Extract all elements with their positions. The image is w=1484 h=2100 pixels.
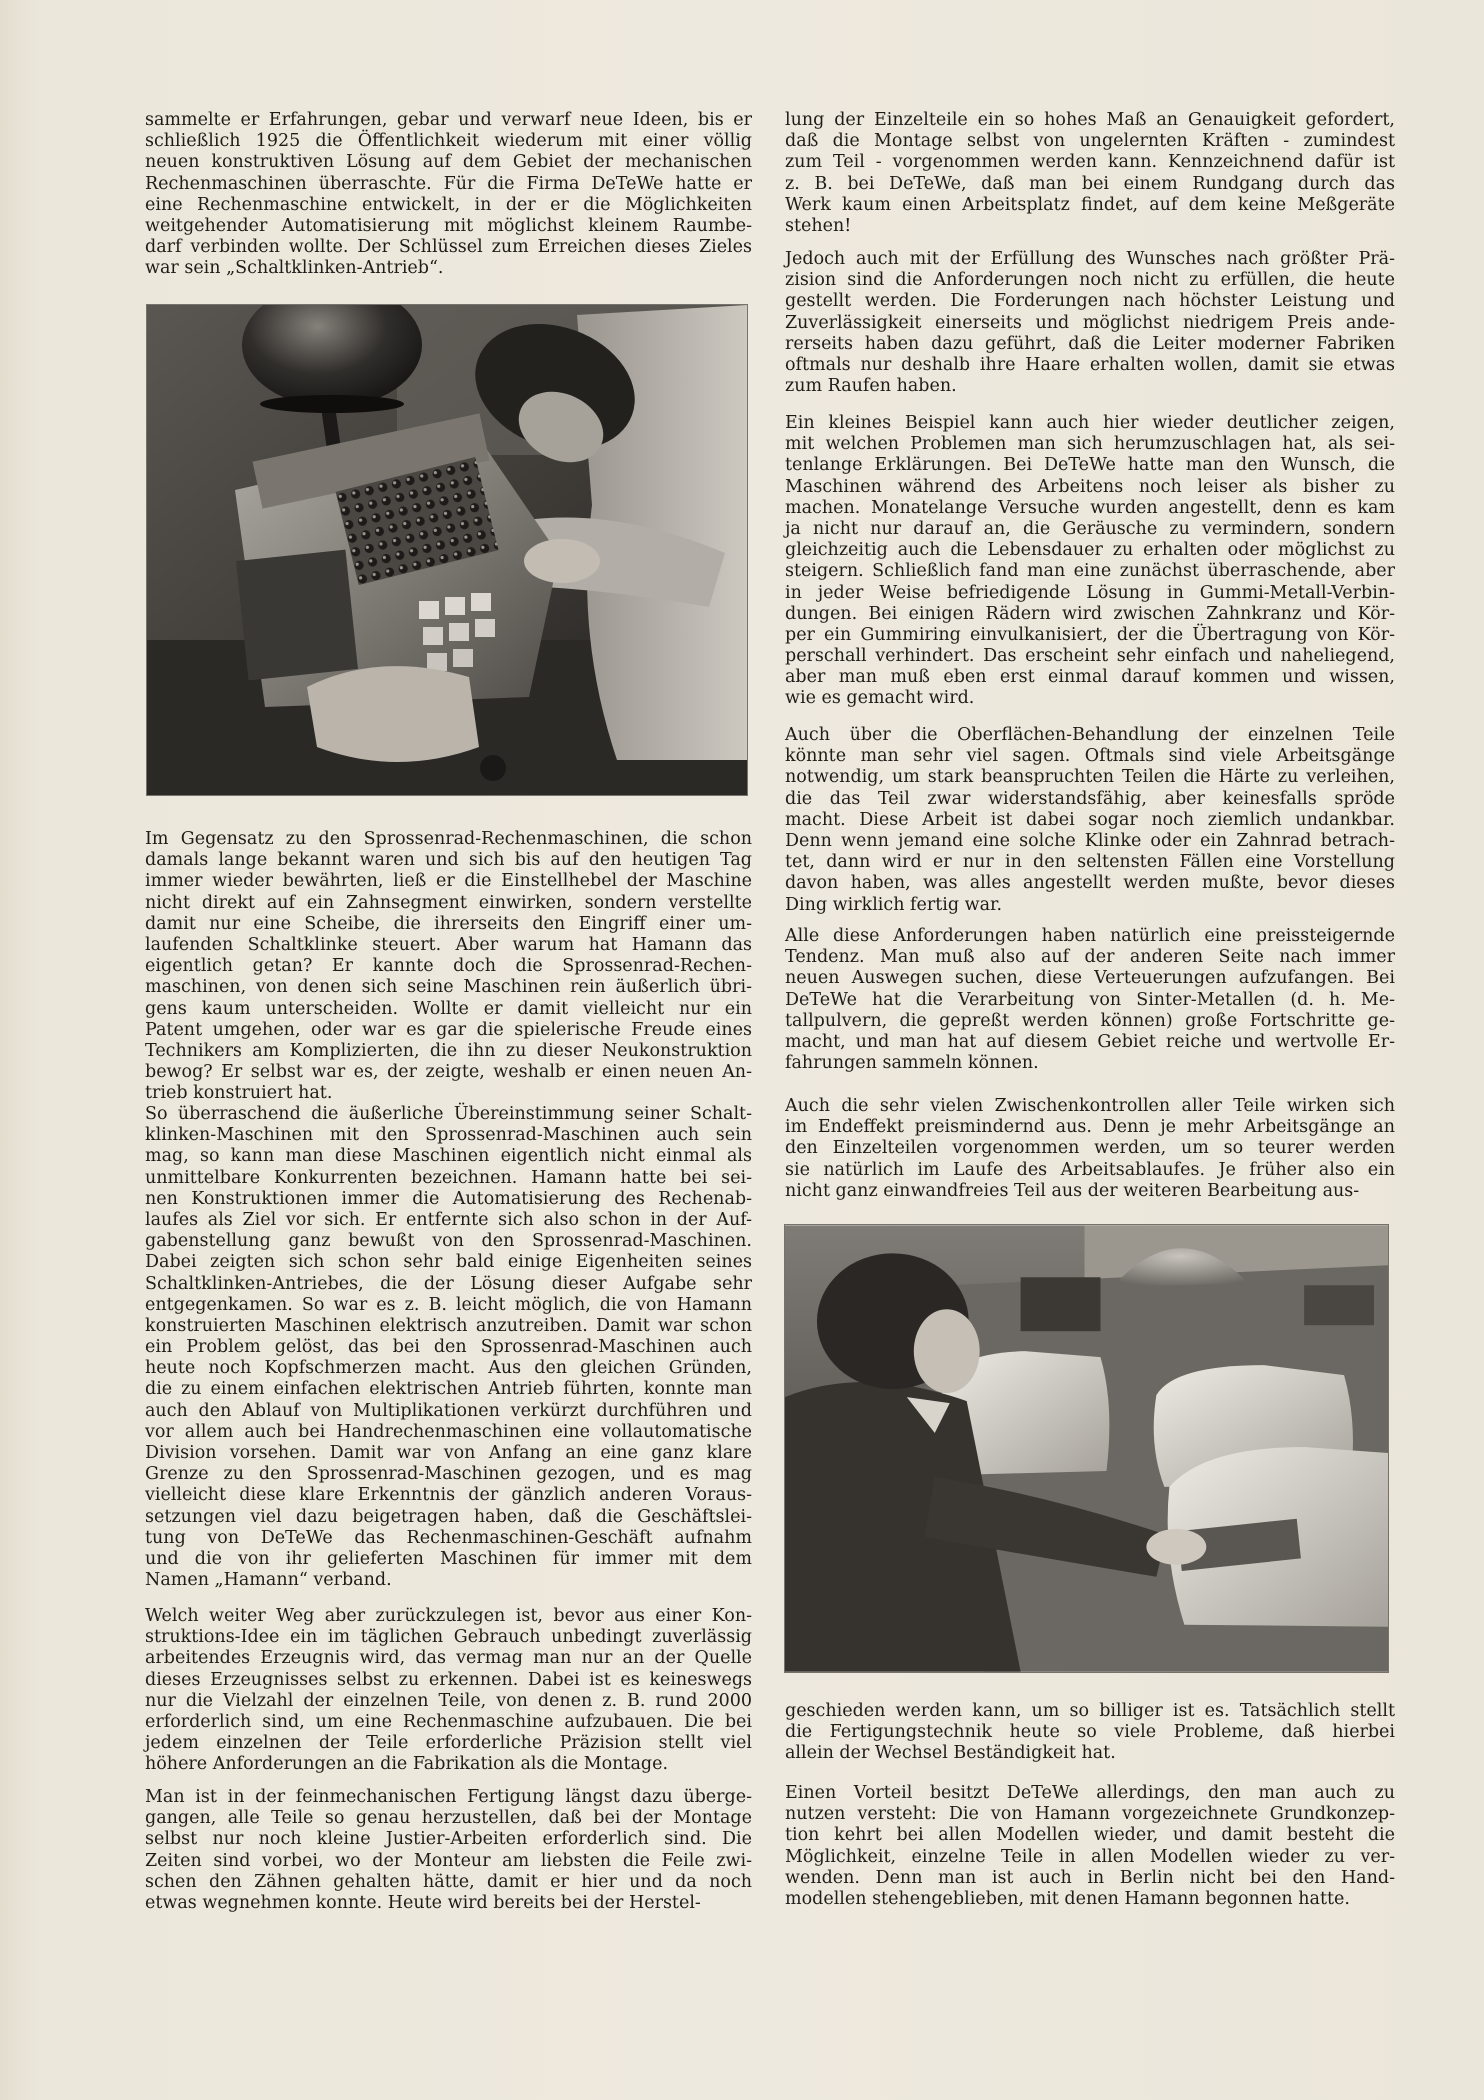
text-line: tenlange Erklärungen. Bei DeTeWe hatte man den Wunsch, die [785, 455, 1395, 476]
text-line: sie natürlich im Laufe des Arbeitsablaufes. Je früher also ein [785, 1159, 1395, 1180]
text-line: Maschinen während des Arbeitens noch leiser als bisher zu [785, 476, 1395, 497]
text-line: macht, und man hat auf diesem Gebiet reiche und wertvolle Er- [785, 1031, 1395, 1052]
text-line: unmittelbare Konkurrenten bezeichnen. Hamann hatte bei sei- [145, 1167, 752, 1188]
text-line: modellen stehengeblieben, mit denen Hamann begonnen hatte. [785, 1888, 1350, 1909]
key [423, 627, 443, 645]
text-line: laufenden Schaltklinke steuert. Aber warum hat Hamann das [145, 934, 752, 955]
text-line: aber man muß eben erst einmal darauf kommen und wissen, [785, 667, 1395, 688]
text-line: zum Raufen haben. [785, 376, 957, 397]
text-line: z. B. bei DeTeWe, daß man bei einem Rundgang durch das [785, 173, 1395, 194]
paragraph [785, 926, 1395, 1074]
text-line: machen. Monatelange Versuche wurden angestellt, denn es kam [785, 497, 1395, 518]
text-line: geschieden werden kann, um so billiger ist es. Tatsächlich stellt [785, 1701, 1395, 1721]
text-line: Alle diese Anforderungen haben natürlich eine preissteigernde [785, 926, 1395, 946]
text-line: Schaltklinken-Antriebes, die der Lösung dieser Aufgabe sehr [145, 1273, 752, 1294]
text-line: die das Teil zwar widerstandsfähig, aber keinesfalls spröde [785, 788, 1395, 809]
text-line: gleichzeitig auch die Lebensdauer zu erhalten oder möglichst zu [785, 540, 1395, 561]
text-line: entgegenkamen. So war es z. B. leicht möglich, die von Hamann [145, 1294, 752, 1315]
text-line: in jeder Weise befriedigende Lösung in Gummi-Metall-Verbin- [785, 582, 1395, 603]
text-line: macht. Diese Arbeit ist dabei sogar noch ziemlich undankbar. [785, 809, 1395, 830]
photo-women-at-calculating-machines [785, 1225, 1388, 1672]
text-line: und die von ihr gelieferten Maschinen für immer mit dem [145, 1548, 752, 1569]
text-line: lung der Einzelteile ein so hohes Maß an Genauigkeit gefordert, [785, 110, 1395, 130]
text-line: gestellt werden. Die Forderungen nach höchster Leistung und [785, 291, 1395, 312]
text-line: jedem einzelnen der Teile erforderliche Präzision stellt viel [145, 1733, 752, 1754]
paragraph [785, 1701, 1395, 1765]
text-line: Auch über die Oberflächen-Behandlung der einzelnen Teile [785, 725, 1395, 745]
text-line: Jedoch auch mit der Erfüllung des Wunsches nach größter Prä- [785, 249, 1395, 269]
text-line: Grenze zu den Sprossenrad-Maschinen gezogen, und es mag [145, 1464, 752, 1485]
text-line: nutzen versteht: Die von Hamann vorgezeichnete Grundkonzep- [785, 1804, 1395, 1825]
text-line: Man ist in der feinmechanischen Fertigung längst dazu überge- [145, 1787, 752, 1807]
text-line: selbst nur noch kleine Justier-Arbeiten erforderlich sind. Die [145, 1829, 752, 1850]
text-line: sammelte er Erfahrungen, gebar und verwarf neue Ideen, bis er [145, 110, 752, 130]
text-line: maschinen, von denen sich seine Maschinen rein äußerlich übri- [145, 977, 752, 998]
text-line: auch den Ablauf von Multiplikationen verkürzt durchführen und [145, 1400, 752, 1421]
text-line: im Endeffekt preismindernd aus. Denn je mehr Arbeitsgänge an [785, 1117, 1395, 1138]
paragraph [145, 110, 752, 280]
text-line: die zu einem einfachen elektrischen Antrieb führten, konnte man [145, 1379, 752, 1400]
text-line: ein Problem gelöst, das bei den Sprossenrad-Maschinen auch [145, 1337, 752, 1358]
text-line: gabenstellung ganz bewußt von den Sprossenrad-Maschinen. [145, 1231, 752, 1252]
text-line: dieses Erzeugnisses selbst zu erkennen. Dabei ist es keineswegs [145, 1669, 752, 1690]
person-face [914, 1309, 980, 1393]
text-line: neuen konstruktiven Lösung auf dem Gebiet der mechanischen [145, 152, 752, 173]
key [427, 653, 447, 671]
text-line: steigern. Schließlich fand man eine zunächst überraschende, aber [785, 561, 1395, 582]
text-line: konstruierten Maschinen elektrisch anzutreiben. Damit war schon [145, 1315, 752, 1336]
text-line: könnte man sehr viel sagen. Oftmals sind viele Arbeitsgänge [785, 746, 1395, 767]
text-line: Ein kleines Beispiel kann auch hier wieder deutlicher zeigen, [785, 413, 1395, 433]
text-line: wie es gemacht wird. [785, 688, 975, 709]
text-line: davon haben, was alles angestellt werden mußte, bevor dieses [785, 873, 1395, 894]
text-line: nicht ganz einwandfreies Teil aus der weiteren Bearbeitung aus- [785, 1180, 1360, 1201]
text-line: tet, dann wird er nur in den seltensten Fällen eine Vorstellung [785, 852, 1395, 873]
lamp-rim [260, 395, 404, 413]
text-line: die Fertigungstechnik heute so viele Probleme, daß hierbei [785, 1722, 1395, 1743]
text-line: schließlich 1925 die Öffentlichkeit wiederum mit einer völlig [145, 131, 752, 152]
text-line: weitgehender Automatisierung mit möglichst kleinem Raumbe- [145, 215, 752, 236]
text-line: dungen. Bei einigen Rädern wird zwischen Zahnkranz und Kör- [785, 603, 1395, 624]
text-line: gangen, alle Teile so genau herzustellen, daß bei der Montage [145, 1808, 752, 1829]
text-line: perschall verhindert. Das erscheint sehr einfach und naheliegend, [785, 646, 1395, 667]
paragraph [145, 1104, 752, 1591]
machine-parts [1021, 1277, 1101, 1331]
text-line: Werk kaum einen Arbeitsplatz findet, auf dem keine Meßgeräte [785, 194, 1395, 215]
paragraph [145, 1606, 752, 1776]
text-line: notwendig, um stark beanspruchten Teilen die Härte zu verleihen, [785, 767, 1395, 788]
text-line: Einen Vorteil besitzt DeTeWe allerdings, den man auch zu [785, 1783, 1395, 1803]
text-line: arbeitendes Erzeugnis wird, das vermag man nur an der Quelle [145, 1648, 752, 1669]
text-line: eigentlich getan? Er kannte doch die Sprossenrad-Rechen- [145, 956, 752, 977]
text-line: DeTeWe hat die Verarbeitung von Sinter-Metallen (d. h. Me- [785, 989, 1395, 1010]
text-line: fahrungen sammeln können. [785, 1053, 1039, 1074]
text-line: mit welchen Problemen man sich herumzuschlagen hat, als sei- [785, 434, 1395, 455]
text-line: laufes als Ziel vor sich. Er entfernte sich also schon in der Auf- [145, 1209, 752, 1230]
text-line: rerseits haben dazu geführt, daß die Leiter moderner Fabriken [785, 333, 1395, 354]
text-line: daß die Montage selbst von ungelernten Kräften - zumindest [785, 131, 1395, 152]
text-line: erforderlich sind, um eine Rechenmaschine aufzubauen. Die bei [145, 1711, 752, 1732]
paragraph [785, 1783, 1395, 1910]
text-line: Namen „Hamann“ verband. [145, 1570, 392, 1591]
text-line: Patent umgehen, oder war es gar die spielerische Freude eines [145, 1019, 752, 1040]
key [449, 623, 469, 641]
text-line: setzungen viel dazu beigetragen haben, daß die Geschäftslei- [145, 1506, 752, 1527]
key [453, 649, 473, 667]
text-line: zum Teil - vorgenommen werden kann. Kennzeichnend dafür ist [785, 152, 1395, 173]
text-line: Dabei zeigten sich schon sehr bald einige Eigenheiten seines [145, 1252, 752, 1273]
wristwatch [480, 755, 506, 781]
text-line: per ein Gummiring einvulkanisiert, der die Übertragung von Kör- [785, 624, 1395, 645]
machine-side-panel [236, 550, 358, 681]
text-line: tung von DeTeWe das Rechenmaschinen-Geschäft aufnahm [145, 1527, 752, 1548]
text-line: Möglichkeit, einzelne Teile in allen Modellen wieder zu ver- [785, 1846, 1395, 1867]
key [471, 593, 491, 611]
paragraph [145, 1787, 752, 1914]
text-line: wenden. Denn man ist auch in Berlin nicht bei den Hand- [785, 1867, 1395, 1888]
text-line: Division vorsehen. Damit war von Anfang an eine ganz klare [145, 1443, 752, 1463]
photo-engineer-at-calculating-machine [147, 305, 747, 795]
text-line: Technikers am Komplizierten, die ihn zu dieser Neukonstruktion [145, 1040, 752, 1061]
right-column [785, 0, 1395, 2100]
key [419, 601, 439, 619]
text-line: nen Konstruktionen immer die Automatisierung des Rechenab- [145, 1188, 752, 1209]
text-line: gens kaum unterscheiden. Wollte er damit vielleicht nur ein [145, 998, 752, 1019]
text-line: allein der Wechsel Beständigkeit hat. [785, 1743, 1116, 1764]
paragraph [785, 249, 1395, 397]
text-line: Denn wenn jemand eine solche Klinke oder ein Zahnrad betrach- [785, 830, 1395, 851]
text-line: zision sind die Anforderungen noch nicht zu erfüllen, die heute [785, 270, 1395, 291]
text-line: damit nur eine Scheibe, die ihrerseits den Eingriff einer um- [145, 913, 752, 934]
text-line: Zuverlässigkeit einerseits und möglichst niedrigem Preis ande- [785, 312, 1395, 333]
paragraph [785, 413, 1395, 710]
text-line: vor allem auch bei Handrechenmaschinen eine vollautomatische [145, 1421, 752, 1442]
machine-parts [1304, 1285, 1374, 1325]
text-line: Im Gegensatz zu den Sprossenrad-Rechenmaschinen, die schon [145, 829, 752, 849]
text-line: den Einzelteilen vorgenommen werden, um so teurer werden [785, 1138, 1395, 1159]
text-line: tion kehrt bei allen Modellen wieder, und damit besteht die [785, 1825, 1395, 1846]
text-line: Auch die sehr vielen Zwischenkontrollen aller Teile wirken sich [785, 1096, 1395, 1116]
text-line: neuen Auswegen suchen, diese Verteuerungen aufzufangen. Bei [785, 968, 1395, 989]
text-line: So überraschend die äußerliche Übereinstimmung seiner Schalt- [145, 1104, 752, 1124]
paragraph [785, 110, 1395, 237]
text-line: schen den Zähnen gehalten hätte, damit er hier und da noch [145, 1871, 752, 1892]
text-line: Ding wirklich fertig war. [785, 894, 1003, 915]
person-left-hand [307, 666, 479, 762]
text-line: struktions-Idee ein im täglichen Gebrauch unbedingt zuverlässig [145, 1627, 752, 1648]
key [475, 619, 495, 637]
text-line: klinken-Maschinen mit den Sprossenrad-Maschinen auch sein [145, 1125, 752, 1146]
text-line: etwas wegnehmen konnte. Heute wird bereits bei der Herstel- [145, 1892, 701, 1913]
person-hands [1146, 1529, 1206, 1565]
text-line: Zeiten sind vorbei, wo der Monteur am liebsten die Feile zwi- [145, 1850, 752, 1871]
text-line: immer wieder bewährten, ließ er die Einstellhebel der Maschine [145, 871, 752, 892]
text-line: Welch weiter Weg aber zurückzulegen ist, bevor aus einer Kon- [145, 1606, 752, 1626]
text-line: eine Rechenmaschine entwickelt, in der er die Möglichkeiten [145, 194, 752, 215]
text-line: stehen! [785, 215, 852, 236]
text-line: höhere Anforderungen an die Fabrikation als die Montage. [145, 1754, 669, 1775]
text-line: darf verbinden wollte. Der Schlüssel zum Erreichen dieses Zieles [145, 237, 752, 258]
text-line: ja nicht nur darauf an, die Geräusche zu vermindern, sondern [785, 518, 1395, 539]
text-line: heute noch Kopfschmerzen macht. Aus den gleichen Gründen, [145, 1358, 752, 1379]
paragraph [145, 829, 752, 1104]
text-line: mag, so kann man diese Maschinen eigentlich nicht einmal als [145, 1146, 752, 1167]
key [445, 597, 465, 615]
text-line: Rechenmaschinen überraschte. Für die Firma DeTeWe hatte er [145, 173, 752, 194]
text-line: oftmals nur deshalb ihre Haare erhalten wollen, damit sie etwas [785, 354, 1395, 375]
text-line: vielleicht diese klare Erkenntnis der gänzlich anderen Voraus- [145, 1485, 752, 1506]
text-line: war sein „Schaltklinken-Antrieb“. [145, 258, 444, 279]
text-line: bewog? Er selbst war es, der zeigte, weshalb er einen neuen An- [145, 1062, 752, 1083]
text-line: trieb konstruiert hat. [145, 1083, 333, 1104]
paragraph [785, 1096, 1395, 1202]
text-line: nicht direkt auf ein Zahnsegment einwirken, sondern verstellte [145, 892, 752, 913]
text-line: nur die Vielzahl der einzelnen Teile, von denen z. B. rund 2000 [145, 1690, 752, 1711]
paragraph [785, 725, 1395, 916]
text-line: Tendenz. Man muß also auf der anderen Seite nach immer [785, 947, 1395, 968]
text-line: tallpulvern, die gepreßt werden können) große Fortschritte ge- [785, 1010, 1395, 1031]
text-line: damals lange bekannt waren und sich bis auf den heutigen Tag [145, 850, 752, 871]
person-right-hand [524, 539, 600, 583]
